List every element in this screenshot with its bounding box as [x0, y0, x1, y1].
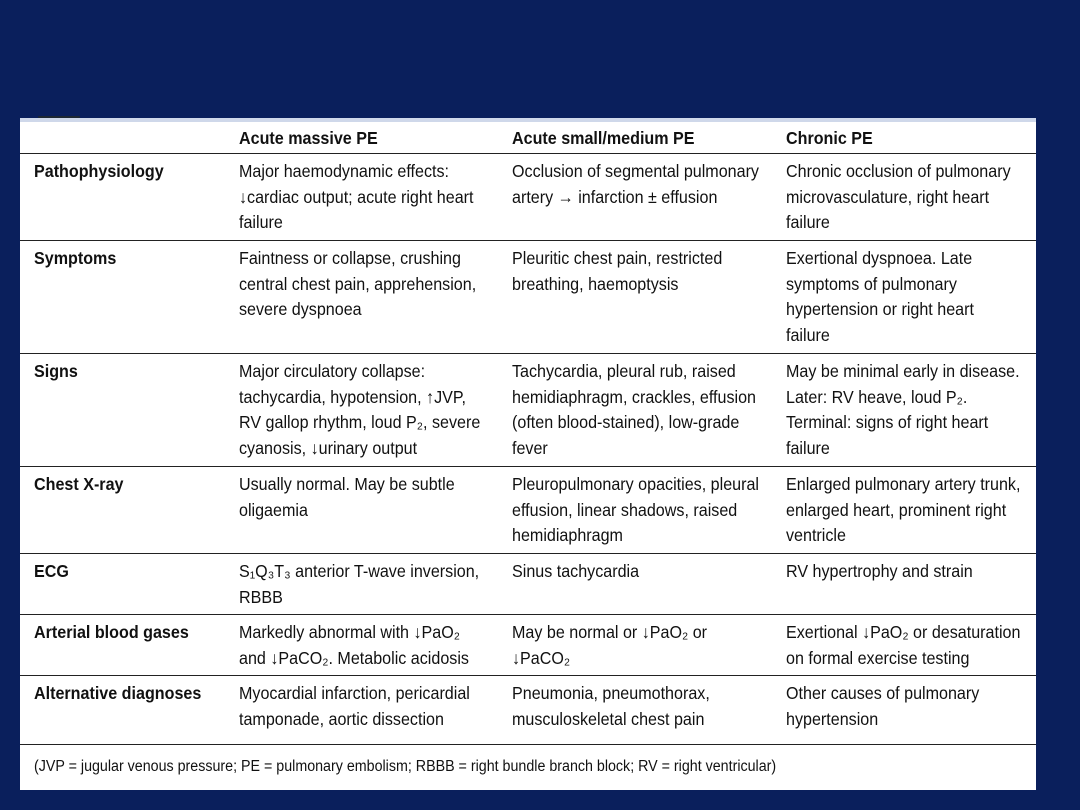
- cell-line: hemidiaphragm, crackles, effusion: [512, 386, 757, 407]
- cell-line: microvasculature, right heart: [786, 186, 990, 207]
- cell-acute-small-medium: [512, 472, 759, 549]
- cell-line: May be minimal early in disease.: [786, 361, 1020, 381]
- table-header-row: [20, 122, 1036, 154]
- cell-line: failure: [786, 212, 830, 232]
- cell-chronic: [786, 159, 1011, 236]
- row-label: Symptoms: [34, 248, 117, 268]
- cell-line: May be normal or ↓PaO₂ or: [512, 622, 708, 642]
- table-row: [20, 241, 1036, 354]
- cell-chronic: [786, 359, 1020, 461]
- cell-line: Myocardial infarction, pericardial: [239, 683, 470, 703]
- cell-line: central chest pain, apprehension,: [239, 273, 477, 294]
- cell-line: hemidiaphragm: [512, 525, 623, 545]
- cell-chronic: [786, 681, 979, 732]
- cell-line: Exertional dyspnoea. Late: [786, 248, 973, 268]
- cell-line: artery → infarction ± effusion: [512, 186, 718, 207]
- cell-acute-massive: [239, 246, 476, 323]
- cell-line: Pleuritic chest pain, restricted: [512, 248, 723, 268]
- cell-line: S₁Q₃T₃ anterior T-wave inversion,: [239, 561, 480, 581]
- cell-line: Pneumonia, pneumothorax,: [512, 683, 710, 703]
- cell-acute-small-medium: [512, 681, 710, 732]
- cell-line: tachycardia, hypotension, ↑JVP,: [239, 386, 467, 407]
- cell-chronic: [786, 246, 974, 348]
- row-label: Pathophysiology: [34, 161, 164, 181]
- cell-acute-small-medium: [512, 159, 759, 210]
- table-row: [20, 676, 1036, 745]
- cell-chronic: [786, 620, 1020, 671]
- table-row: [20, 554, 1036, 615]
- slide-title-band: [0, 0, 1080, 118]
- cell-line: Other causes of pulmonary: [786, 683, 980, 703]
- row-label: Chest X-ray: [34, 474, 124, 494]
- cell-line: Terminal: signs of right heart: [786, 412, 989, 432]
- cell-acute-small-medium: [512, 246, 722, 297]
- cell-line: Later: RV heave, loud P₂.: [786, 386, 968, 407]
- cell-line: Exertional ↓PaO₂ or desaturation: [786, 622, 1021, 642]
- cell-acute-massive: [239, 620, 469, 671]
- cell-acute-massive: [239, 359, 480, 461]
- cell-line: hypertension or right heart: [786, 299, 974, 319]
- cell-line: (often blood-stained), low-grade: [512, 412, 740, 432]
- cell-line: Tachycardia, pleural rub, raised: [512, 361, 736, 381]
- cell-acute-small-medium: [512, 620, 707, 671]
- row-label: Arterial blood gases: [34, 622, 189, 642]
- header-chronic: Chronic PE: [786, 128, 873, 148]
- header-acute-massive: Acute massive PE: [239, 128, 378, 148]
- table-row: [20, 615, 1036, 676]
- cell-line: oligaemia: [239, 499, 308, 520]
- cell-line: and ↓PaCO₂. Metabolic acidosis: [239, 647, 469, 668]
- cell-line: RBBB: [239, 586, 283, 607]
- cell-line: symptoms of pulmonary: [786, 273, 957, 294]
- cell-line: ↓cardiac output; acute right heart: [239, 186, 474, 207]
- cell-chronic: [786, 559, 973, 585]
- cell-line: enlarged heart, prominent right: [786, 499, 1007, 520]
- cell-line: on formal exercise testing: [786, 647, 970, 668]
- cell-line: cyanosis, ↓urinary output: [239, 437, 418, 458]
- cell-line: tamponade, aortic dissection: [239, 708, 444, 729]
- cell-line: RV hypertrophy and strain: [786, 561, 973, 581]
- cell-line: Faintness or collapse, crushing: [239, 248, 461, 268]
- cell-line: ventricle: [786, 525, 846, 545]
- cell-acute-massive: [239, 472, 455, 523]
- cell-line: Occlusion of segmental pulmonary: [512, 161, 759, 181]
- cell-line: Chronic occlusion of pulmonary: [786, 161, 1011, 181]
- cell-line: RV gallop rhythm, loud P₂, severe: [239, 412, 481, 432]
- pe-comparison-table: [20, 118, 1036, 790]
- table-row: [20, 467, 1036, 554]
- cell-line: failure: [786, 437, 830, 458]
- table-footnote: (JVP = jugular venous pressure; PE = pulmonary embolism; RBBB = right bundle branch block; RV = right ventricular): [34, 758, 777, 775]
- cell-line: failure: [786, 324, 830, 345]
- row-label: Alternative diagnoses: [34, 683, 202, 703]
- cell-acute-massive: [239, 159, 473, 236]
- cell-line: effusion, linear shadows, raised: [512, 499, 738, 520]
- cell-line: Markedly abnormal with ↓PaO₂: [239, 622, 461, 642]
- cell-line: breathing, haemoptysis: [512, 273, 679, 294]
- cell-line: hypertension: [786, 708, 879, 729]
- cell-line: Major circulatory collapse:: [239, 361, 426, 381]
- table-row: [20, 154, 1036, 241]
- cell-acute-massive: [239, 681, 470, 732]
- header-acute-small-medium: Acute small/medium PE: [512, 128, 695, 148]
- cell-line: musculoskeletal chest pain: [512, 708, 705, 729]
- row-label: Signs: [34, 361, 78, 381]
- cell-line: Pleuropulmonary opacities, pleural: [512, 474, 760, 494]
- cell-acute-small-medium: [512, 359, 756, 461]
- cell-line: severe dyspnoea: [239, 299, 362, 319]
- cell-acute-small-medium: [512, 559, 639, 585]
- cell-line: Usually normal. May be subtle: [239, 474, 455, 494]
- cell-line: Major haemodynamic effects:: [239, 161, 450, 181]
- cell-line: Sinus tachycardia: [512, 561, 640, 581]
- cell-line: fever: [512, 437, 548, 458]
- cell-chronic: [786, 472, 1020, 549]
- table-row: [20, 354, 1036, 467]
- cell-line: failure: [239, 212, 283, 232]
- cell-acute-massive: [239, 559, 479, 610]
- cell-line: ↓PaCO₂: [512, 647, 571, 668]
- row-label: ECG: [34, 561, 69, 581]
- cell-line: Enlarged pulmonary artery trunk,: [786, 474, 1021, 494]
